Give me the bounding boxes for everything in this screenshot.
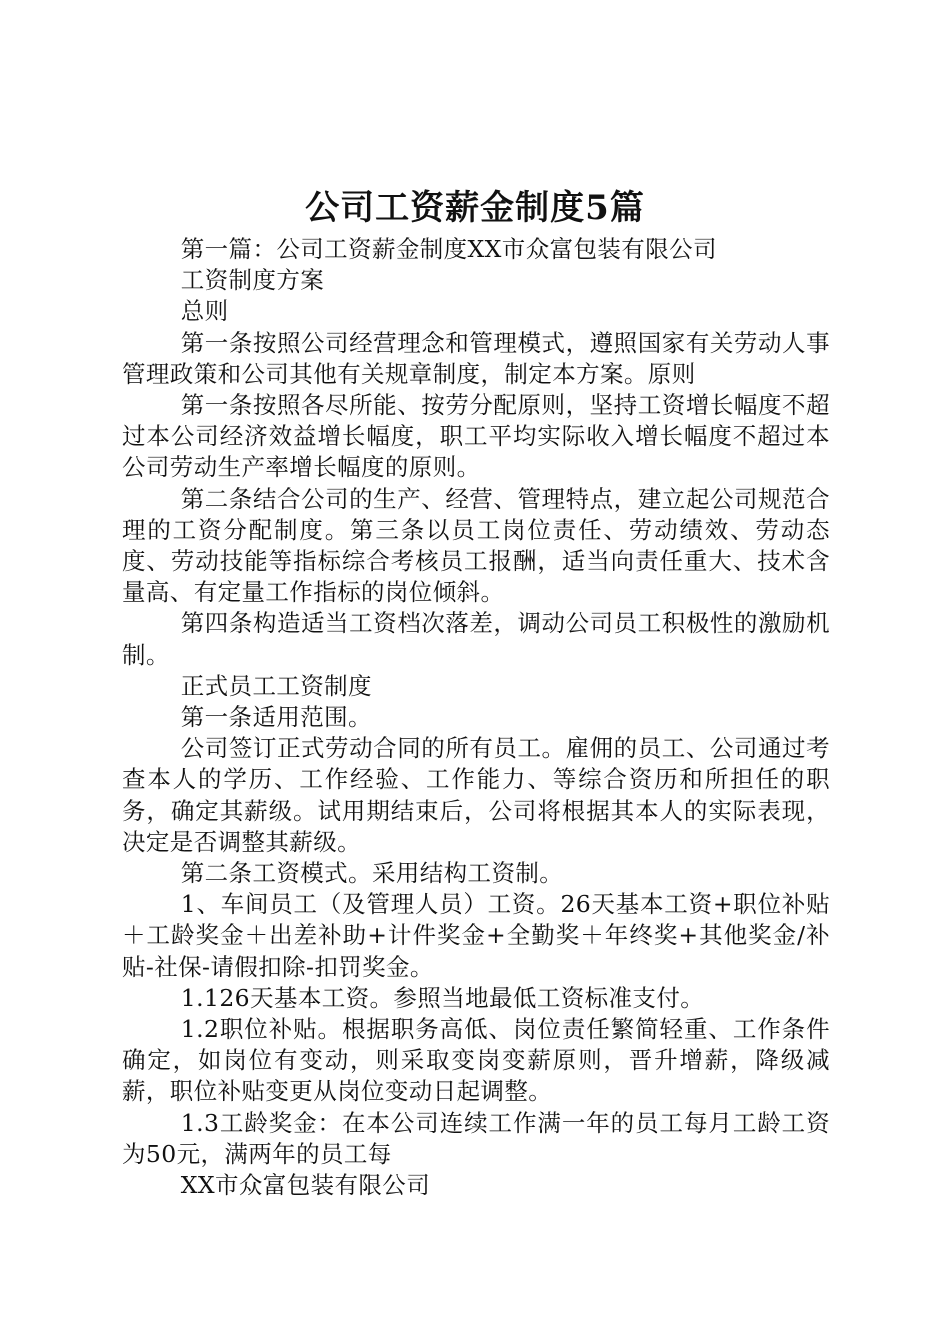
document-title: 公司工资薪金制度5篇 [305, 188, 645, 228]
paragraph: 公司签订正式劳动合同的所有员工。雇佣的员工、公司通过考查本人的学历、工作经验、工作能力、等综合资历和所担任的职务，确定其薪级。试用期结束后，公司将根据其本人的实际表现，决定是否调整其薪级。 [122, 734, 830, 856]
paragraph: 1.2职位补贴。根据职务高低、岗位责任繁简轻重、工作条件确定，如岗位有变动，则采取变岗变薪原则，晋升增薪，降级减薪，职位补贴变更从岗位变动日起调整。 [122, 1015, 830, 1106]
paragraph: 第一条按照各尽所能、按劳分配原则，坚持工资增长幅度不超过本公司经济效益增长幅度，职工平均实际收入增长幅度不超过本公司劳动生产率增长幅度的原则。 [122, 391, 830, 482]
paragraph-subheading: 正式员工工资制度 [180, 671, 372, 700]
paragraph: 1.3工龄奖金：在本公司连续工作满一年的员工每月工龄工资为50元，满两年的员工每 [122, 1108, 830, 1168]
paragraph: 第二条工资模式。采用结构工资制。 [180, 859, 564, 888]
paragraph: 第二条结合公司的生产、经营、管理特点，建立起公司规范合理的工资分配制度。第三条以员工岗位责任、劳动绩效、劳动态度、劳动技能等指标综合考核员工报酬，适当向责任重大、技术含量高、有定量工作指标的岗位倾斜。 [122, 484, 830, 607]
paragraph: 第一条适用范围。 [180, 703, 372, 732]
document-body [122, 234, 830, 1201]
paragraph: 1、车间员工（及管理人员）工资。26天基本工资+职位补贴＋工龄奖金＋出差补助+计件奖金+全勤奖＋年终奖+其他奖金/补贴-社保-请假扣除-扣罚奖金。 [122, 890, 830, 981]
paragraph-general-heading: 总则 [180, 297, 229, 326]
paragraph-company-name: XX市众富包装有限公司 [180, 1171, 431, 1200]
paragraph: 1.126天基本工资。参照当地最低工资标准支付。 [180, 983, 705, 1012]
paragraph: 第一条按照公司经营理念和管理模式，遵照国家有关劳动人事管理政策和公司其他有关规章制度，制定本方案。原则 [122, 328, 830, 388]
paragraph-chapter-heading: 第一篇：公司工资薪金制度XX市众富包装有限公司 [180, 235, 717, 263]
paragraph-section-heading: 工资制度方案 [180, 266, 325, 295]
paragraph: 第四条构造适当工资档次落差，调动公司员工积极性的激励机制。 [122, 609, 830, 669]
